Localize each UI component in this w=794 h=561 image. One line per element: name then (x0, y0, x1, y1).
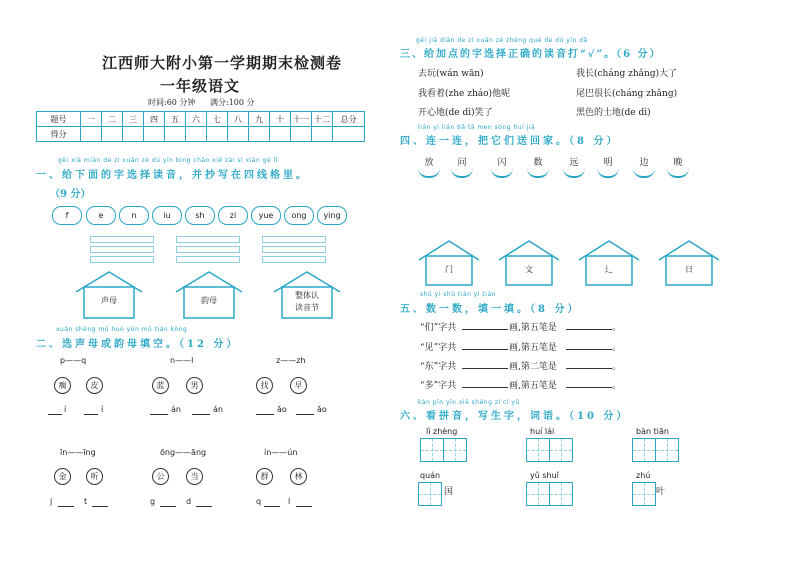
four-line-grid[interactable] (176, 256, 240, 263)
section1-title: 一、给下面的字选择读音，并抄写在四线格里。 (36, 170, 309, 181)
blank-suffix: ǎo (277, 405, 287, 414)
syllable-card[interactable]: e (86, 206, 116, 225)
answer-blank[interactable] (84, 405, 98, 415)
answer-blank[interactable] (566, 340, 612, 350)
letter-pair: p——q (60, 356, 87, 365)
score-input-cell[interactable] (291, 127, 312, 142)
letter-pair: n——l (170, 356, 194, 365)
count-line-label: “们”字共 (420, 323, 457, 333)
score-table (36, 111, 365, 142)
score-cell: 六 (186, 112, 207, 127)
char-circle: 皮 (86, 377, 103, 394)
score-input-cell[interactable] (81, 127, 102, 142)
section5-pinyin: shǔ yi shǔ tián yi tián (420, 291, 496, 298)
letter-pair: ōng——āng (160, 448, 207, 457)
pinyin-prompt: quán (420, 471, 441, 480)
score-cell: 四 (144, 112, 165, 127)
given-char: 叶 (656, 487, 666, 497)
score-cell: 五 (165, 112, 186, 127)
word-bubble[interactable]: 闪 (491, 154, 513, 178)
writing-grid[interactable] (443, 438, 467, 462)
writing-grid[interactable] (526, 482, 550, 506)
score-input-cell[interactable] (333, 127, 365, 142)
char-circle: 金 (54, 468, 71, 485)
pinyin-prompt: bàn tiān (636, 427, 669, 436)
score-table-row (37, 112, 365, 127)
writing-grid[interactable] (418, 482, 442, 506)
count-line-label: “东”字共 (420, 362, 457, 372)
exam-time: 时间:60 分钟 (148, 98, 196, 107)
section1-score: （9 分） (50, 189, 91, 200)
blank-prefix: t (84, 497, 88, 506)
blank-prefix: j (50, 497, 53, 506)
answer-blank[interactable] (256, 405, 274, 415)
four-line-grid[interactable] (262, 246, 326, 253)
count-line-label: “见”字共 (420, 343, 457, 353)
char-circle: 群 (256, 468, 273, 485)
score-cell: 题号 (37, 112, 81, 127)
answer-blank[interactable] (58, 497, 74, 507)
syllable-card[interactable]: f (52, 206, 82, 225)
score-table-row (37, 127, 365, 142)
blank-prefix: l (288, 497, 291, 506)
answer-blank[interactable] (264, 497, 280, 507)
answer-blank[interactable] (566, 359, 612, 369)
four-line-grid[interactable] (176, 236, 240, 243)
answer-blank[interactable] (48, 405, 62, 415)
section3-title: 三、给加点的字选择正确的读音打“√”。（6 分） (400, 49, 662, 60)
house-label: 读音节 (295, 303, 319, 312)
writing-grid[interactable] (655, 438, 679, 462)
score-cell: 七 (207, 112, 228, 127)
four-line-grid[interactable] (262, 236, 326, 243)
count-line-label: 画,第五笔是 (509, 323, 557, 333)
reading-item[interactable]: 尾巴很长(cháng zhǎng) (576, 89, 678, 99)
section4-title: 四、连一连，把它们送回家。（8 分） (400, 136, 620, 147)
count-line-label: 。 (612, 323, 622, 333)
exam-full-score: 满分:100 分 (210, 98, 255, 107)
blank-prefix: d (186, 497, 192, 506)
reading-item[interactable]: 我长(cháng zhǎng)大了 (576, 69, 678, 79)
char-circle: 瘸 (54, 377, 71, 394)
answer-blank[interactable] (462, 340, 508, 350)
count-line-label: 画,第五笔是 (509, 343, 557, 353)
word-bubble[interactable]: 问 (451, 154, 473, 178)
syllable-card[interactable]: ying (317, 206, 347, 225)
section2-title: 二、选声母或韵母填空。（12 分） (36, 339, 240, 350)
house-label: 韵母 (201, 296, 217, 305)
word-bubble[interactable]: 远 (563, 154, 585, 178)
section5-title: 五、数一数，填一填。（8 分） (400, 304, 581, 315)
writing-grid[interactable] (526, 438, 550, 462)
blank-prefix: q (256, 497, 262, 506)
four-line-grid[interactable] (90, 246, 154, 253)
blank-prefix: g (150, 497, 156, 506)
word-bubble[interactable]: 晚 (667, 154, 689, 178)
writing-grid[interactable] (420, 438, 444, 462)
house-label: 文 (525, 265, 533, 274)
char-circle: 当 (186, 468, 203, 485)
score-cell: 十一 (291, 112, 312, 127)
answer-blank[interactable] (196, 497, 212, 507)
reading-item[interactable]: 去玩(wán wān) (418, 69, 484, 79)
reading-item[interactable]: 开心地(de dì)笑了 (418, 108, 493, 118)
pinyin-prompt: zhú (636, 471, 651, 480)
count-line-label: 。 (612, 381, 622, 391)
char-circle: 男 (186, 377, 203, 394)
char-circle: 找 (256, 377, 273, 394)
writing-grid[interactable] (549, 482, 573, 506)
house-label: 门 (445, 265, 453, 274)
score-input-cell[interactable] (186, 127, 207, 142)
section6-pinyin: kàn pīn yīn xiě shēng zì cí yǔ (418, 399, 520, 406)
given-char: 国 (444, 487, 454, 497)
answer-blank[interactable] (566, 320, 612, 330)
four-line-grid[interactable] (262, 256, 326, 263)
score-input-cell[interactable] (165, 127, 186, 142)
count-line-label: 画,第五笔是 (509, 381, 557, 391)
house-icon (418, 240, 480, 286)
blank-suffix: án (171, 405, 181, 414)
score-input-cell[interactable] (249, 127, 270, 142)
word-bubble[interactable]: 放 (418, 154, 440, 178)
score-input-cell[interactable] (144, 127, 165, 142)
count-line-label: “多”字共 (420, 381, 457, 391)
answer-blank[interactable] (160, 497, 176, 507)
blank-suffix: í (64, 405, 67, 414)
letter-pair: īn——īng (60, 448, 96, 457)
count-line-label: 。 (612, 362, 622, 372)
section4-pinyin: lián yi lián bǎ tā men sòng huí jiā (418, 124, 536, 131)
house-label: 日 (685, 265, 693, 274)
blank-suffix: ǎo (317, 405, 327, 414)
answer-blank[interactable] (462, 359, 508, 369)
writing-grid[interactable] (632, 482, 656, 506)
section1-pinyin: gěi xià miàn de zì xuǎn zé dú yīn bìng chāo xiě zài sì xiàn gé lǐ (58, 157, 278, 164)
score-cell: 得分 (37, 127, 81, 142)
writing-grid[interactable] (549, 438, 573, 462)
syllable-card[interactable]: ong (284, 206, 314, 225)
house-label: 辶 (605, 265, 613, 274)
score-cell: 一 (81, 112, 102, 127)
char-circle: 蓝 (152, 377, 169, 394)
score-cell: 八 (228, 112, 249, 127)
writing-grid[interactable] (632, 438, 656, 462)
house-icon (578, 240, 640, 286)
char-circle: 林 (290, 468, 307, 485)
score-cell: 三 (123, 112, 144, 127)
score-input-cell[interactable] (228, 127, 249, 142)
letter-pair: z——zh (276, 356, 306, 365)
answer-blank[interactable] (192, 405, 210, 415)
letter-pair: ín——ún (264, 448, 298, 457)
answer-blank[interactable] (462, 378, 508, 388)
score-input-cell[interactable] (207, 127, 228, 142)
count-line-label: 画,第二笔是 (509, 362, 557, 372)
word-bubble[interactable]: 明 (597, 154, 619, 178)
score-input-cell[interactable] (102, 127, 123, 142)
section3-pinyin: gěi jiā diǎn de zì xuǎn zé zhèng què de dú yīn dǎ (416, 37, 588, 44)
exam-subtitle: 一年级语文 (160, 77, 241, 95)
word-bubble[interactable]: 数 (527, 154, 549, 178)
score-cell: 九 (249, 112, 270, 127)
answer-blank[interactable] (150, 405, 168, 415)
house-icon (658, 240, 720, 286)
score-cell: 二 (102, 112, 123, 127)
char-circle: 早 (290, 377, 307, 394)
answer-blank[interactable] (92, 497, 108, 507)
score-input-cell[interactable] (312, 127, 333, 142)
syllable-card[interactable]: zi (218, 206, 248, 225)
score-input-cell[interactable] (123, 127, 144, 142)
section2-pinyin: xuǎn shēng mǔ huò yùn mǔ tián kòng (56, 326, 188, 333)
blank-suffix: án (213, 405, 223, 414)
score-cell: 总分 (333, 112, 365, 127)
blank-suffix: í (101, 405, 104, 414)
four-line-grid[interactable] (90, 236, 154, 243)
syllable-card[interactable]: yue (251, 206, 281, 225)
score-cell: 十 (270, 112, 291, 127)
house-icon (498, 240, 560, 286)
char-circle: 听 (86, 468, 103, 485)
pinyin-prompt: yǔ shuǐ (530, 471, 559, 480)
reading-item[interactable]: 黑色的土地(de dì) (576, 108, 651, 118)
pinyin-prompt: huí lái (530, 427, 555, 436)
answer-blank[interactable] (296, 497, 312, 507)
answer-blank[interactable] (566, 378, 612, 388)
word-bubble[interactable]: 边 (633, 154, 655, 178)
reading-item[interactable]: 我看着(zhe zháo)他呢 (418, 89, 511, 99)
house-label: 整体认 (295, 291, 319, 300)
score-input-cell[interactable] (270, 127, 291, 142)
count-line-label: 。 (612, 343, 622, 353)
section6-title: 六、看拼音，写生字，词语。（10 分） (400, 411, 630, 422)
four-line-grid[interactable] (176, 246, 240, 253)
char-circle: 公 (152, 468, 169, 485)
answer-blank[interactable] (296, 405, 314, 415)
four-line-grid[interactable] (90, 256, 154, 263)
syllable-card[interactable]: sh (185, 206, 215, 225)
house-label: 声母 (101, 296, 117, 305)
score-cell: 十二 (312, 112, 333, 127)
exam-title: 江西师大附小第一学期期末检测卷 (102, 54, 343, 72)
syllable-card[interactable]: n (119, 206, 149, 225)
syllable-card[interactable]: iu (152, 206, 182, 225)
answer-blank[interactable] (462, 320, 508, 330)
pinyin-prompt: lì zhèng (426, 427, 458, 436)
